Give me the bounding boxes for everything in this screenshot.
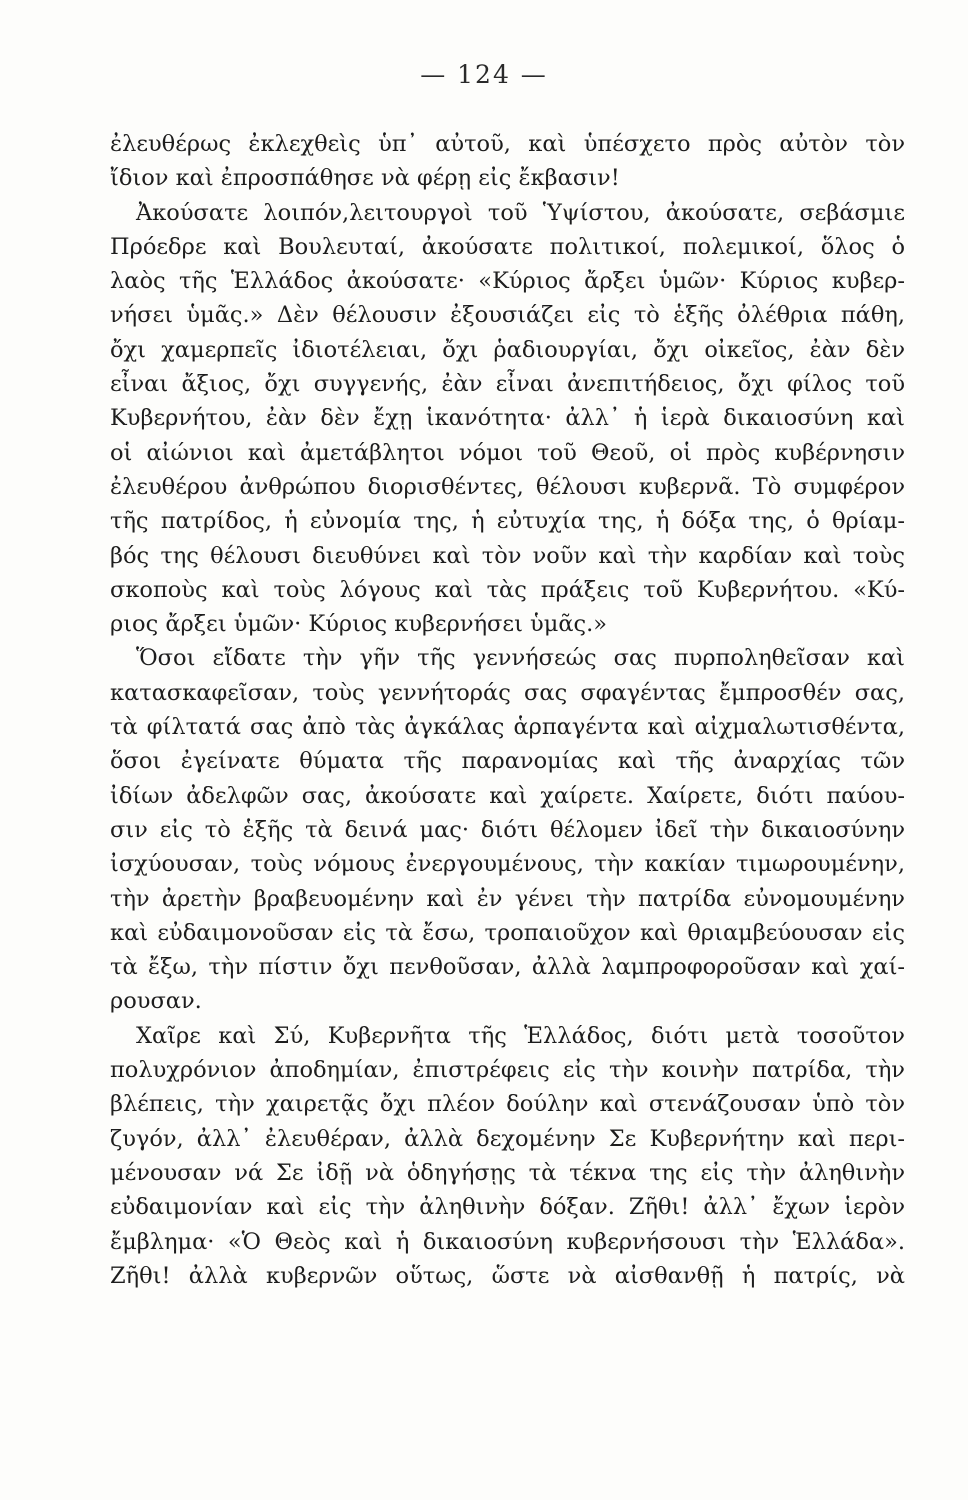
text-line: νήσει ὑμᾶς.» Δὲν θέλουσιν ἐξουσιάζει εἰς τὸ ἑξῆς ὀλέθρια πάθη, <box>110 302 905 329</box>
text-line: Κυβερνήτου, ἐὰν δὲν ἔχῃ ἱκανότητα· ἀλλ᾽ ἡ ἱερὰ δικαιοσύνη καὶ <box>110 405 905 432</box>
text-line: καὶ εὐδαιμονοῦσαν εἰς τὰ ἔσω, τροπαιοῦχον καὶ θριαμβεύουσαν εἰς <box>110 919 905 946</box>
text-line: Ὅσοι εἴδατε τὴν γῆν τῆς γεννήσεώς σας πυρποληθεῖσαν καὶ <box>136 645 905 672</box>
text-line: ριος ἄρξει ὑμῶν· Κύριος κυβερνήσει ὑμᾶς.» <box>110 611 608 638</box>
text-line: βός της θέλουσι διευθύνει καὶ τὸν νοῦν καὶ τὴν καρδίαν καὶ τοὺς <box>110 542 905 569</box>
text-line: σιν εἰς τὸ ἑξῆς τὰ δεινά μας· διότι θέλομεν ἰδεῖ τὴν δικαιοσύνην <box>110 816 905 843</box>
text-line: σκοποὺς καὶ τοὺς λόγους καὶ τὰς πράξεις τοῦ Κυβερνήτου. «Κύ- <box>110 576 905 603</box>
text-line: ἐλευθέρου ἀνθρώπου διορισθέντες, θέλουσι κυβερνᾶ. Τὸ συμφέρον <box>110 473 905 500</box>
page-number: — 124 — <box>420 60 548 89</box>
text-line: εὐδαιμονίαν καὶ εἰς τὴν ἀληθινὴν δόξαν. Ζῆθι! ἀλλ᾽ ἔχων ἱερὸν <box>110 1194 905 1221</box>
text-line: Πρόεδρε καὶ Βουλευταί, ἀκούσατε πολιτικοί, πολεμικοί, ὅλος ὁ <box>110 233 905 260</box>
text-line: ρουσαν. <box>110 988 202 1015</box>
text-line: τὰ ἔξω, τὴν πίστιν ὄχι πενθοῦσαν, ἀλλὰ λαμπροφοροῦσαν καὶ χαί- <box>110 954 905 981</box>
text-line: λαὸς τῆς Ἑλλάδος ἀκούσατε· «Κύριος ἄρξει ὑμῶν· Κύριος κυβερ- <box>110 268 905 295</box>
text-line: βλέπεις, τὴν χαιρετᾷς ὄχι πλέον δούλην καὶ στενάζουσαν ὑπὸ τὸν <box>110 1091 905 1118</box>
text-line: ἔμβλημα· «Ὁ Θεὸς καὶ ἡ δικαιοσύνη κυβερνήσουσι τὴν Ἑλλάδα». <box>110 1228 905 1255</box>
text-line: ἴδιον καὶ ἐπροσπάθησε νὰ φέρῃ εἰς ἔκβασιν! <box>110 165 620 192</box>
text-line: Ζῆθι! ἀλλὰ κυβερνῶν οὕτως, ὥστε νὰ αἰσθανθῇ ἡ πατρίς, νὰ <box>110 1262 905 1289</box>
text-line: οἱ αἰώνιοι καὶ ἀμετάβλητοι νόμοι τοῦ Θεοῦ, οἱ πρὸς κυβέρνησιν <box>110 439 905 466</box>
body-text <box>110 127 905 1293</box>
text-line: ζυγόν, ἀλλ᾽ ἐλευθέραν, ἀλλὰ δεχομένην Σε Κυβερνήτην καὶ περι- <box>110 1125 905 1152</box>
text-line: εἶναι ἄξιος, ὄχι συγγενής, ἐὰν εἶναι ἀνεπιτήδειος, ὄχι φίλος τοῦ <box>110 371 905 398</box>
text-line: πολυχρόνιον ἀποδημίαν, ἐπιστρέφεις εἰς τὴν κοινὴν πατρίδα, τὴν <box>110 1057 905 1084</box>
text-line: ἰδίων ἀδελφῶν σας, ἀκούσατε καὶ χαίρετε. Χαίρετε, διότι παύου- <box>110 782 905 809</box>
text-line: Ἀκούσατε λοιπόν,λειτουργοὶ τοῦ Ὑψίστου, ἀκούσατε, σεβάσμιε <box>136 199 905 226</box>
text-line: ἐλευθέρως ἐκλεχθεὶς ὑπ᾽ αὐτοῦ, καὶ ὑπέσχετο πρὸς αὐτὸν τὸν <box>110 131 905 157</box>
text-line: τῆς πατρίδος, ἡ εὐνομία της, ἡ εὐτυχία της, ἡ δόξα της, ὁ θρίαμ- <box>110 508 905 535</box>
text-line: τὴν ἀρετὴν βραβευομένην καὶ ἐν γένει τὴν πατρίδα εὐνομουμένην <box>110 885 905 912</box>
text-line: Χαῖρε καὶ Σύ, Κυβερνῆτα τῆς Ἑλλάδος, διότι μετὰ τοσοῦτον <box>136 1022 905 1049</box>
text-line: ὄχι χαμερπεῖς ἰδιοτέλειαι, ὄχι ῥαδιουργίαι, ὄχι οἰκεῖος, ἐὰν δὲν <box>110 336 905 363</box>
text-line: μένουσαν νά Σε ἰδῇ νὰ ὁδηγήσῃς τὰ τέκνα της εἰς τὴν ἀληθινὴν <box>110 1159 905 1186</box>
text-line: ὅσοι ἐγείνατε θύματα τῆς παρανομίας καὶ τῆς ἀναρχίας τῶν <box>110 748 905 775</box>
text-line: τὰ φίλτατά σας ἀπὸ τὰς ἀγκάλας ἁρπαγέντα καὶ αἰχμαλωτισθέντα, <box>110 714 905 741</box>
text-line: ἰσχύουσαν, τοὺς νόμους ἐνεργουμένους, τὴν κακίαν τιμωρουμένην, <box>110 851 905 878</box>
text-line: κατασκαφεῖσαν, τοὺς γεννήτοράς σας σφαγέντας ἔμπροσθέν σας, <box>110 679 905 706</box>
